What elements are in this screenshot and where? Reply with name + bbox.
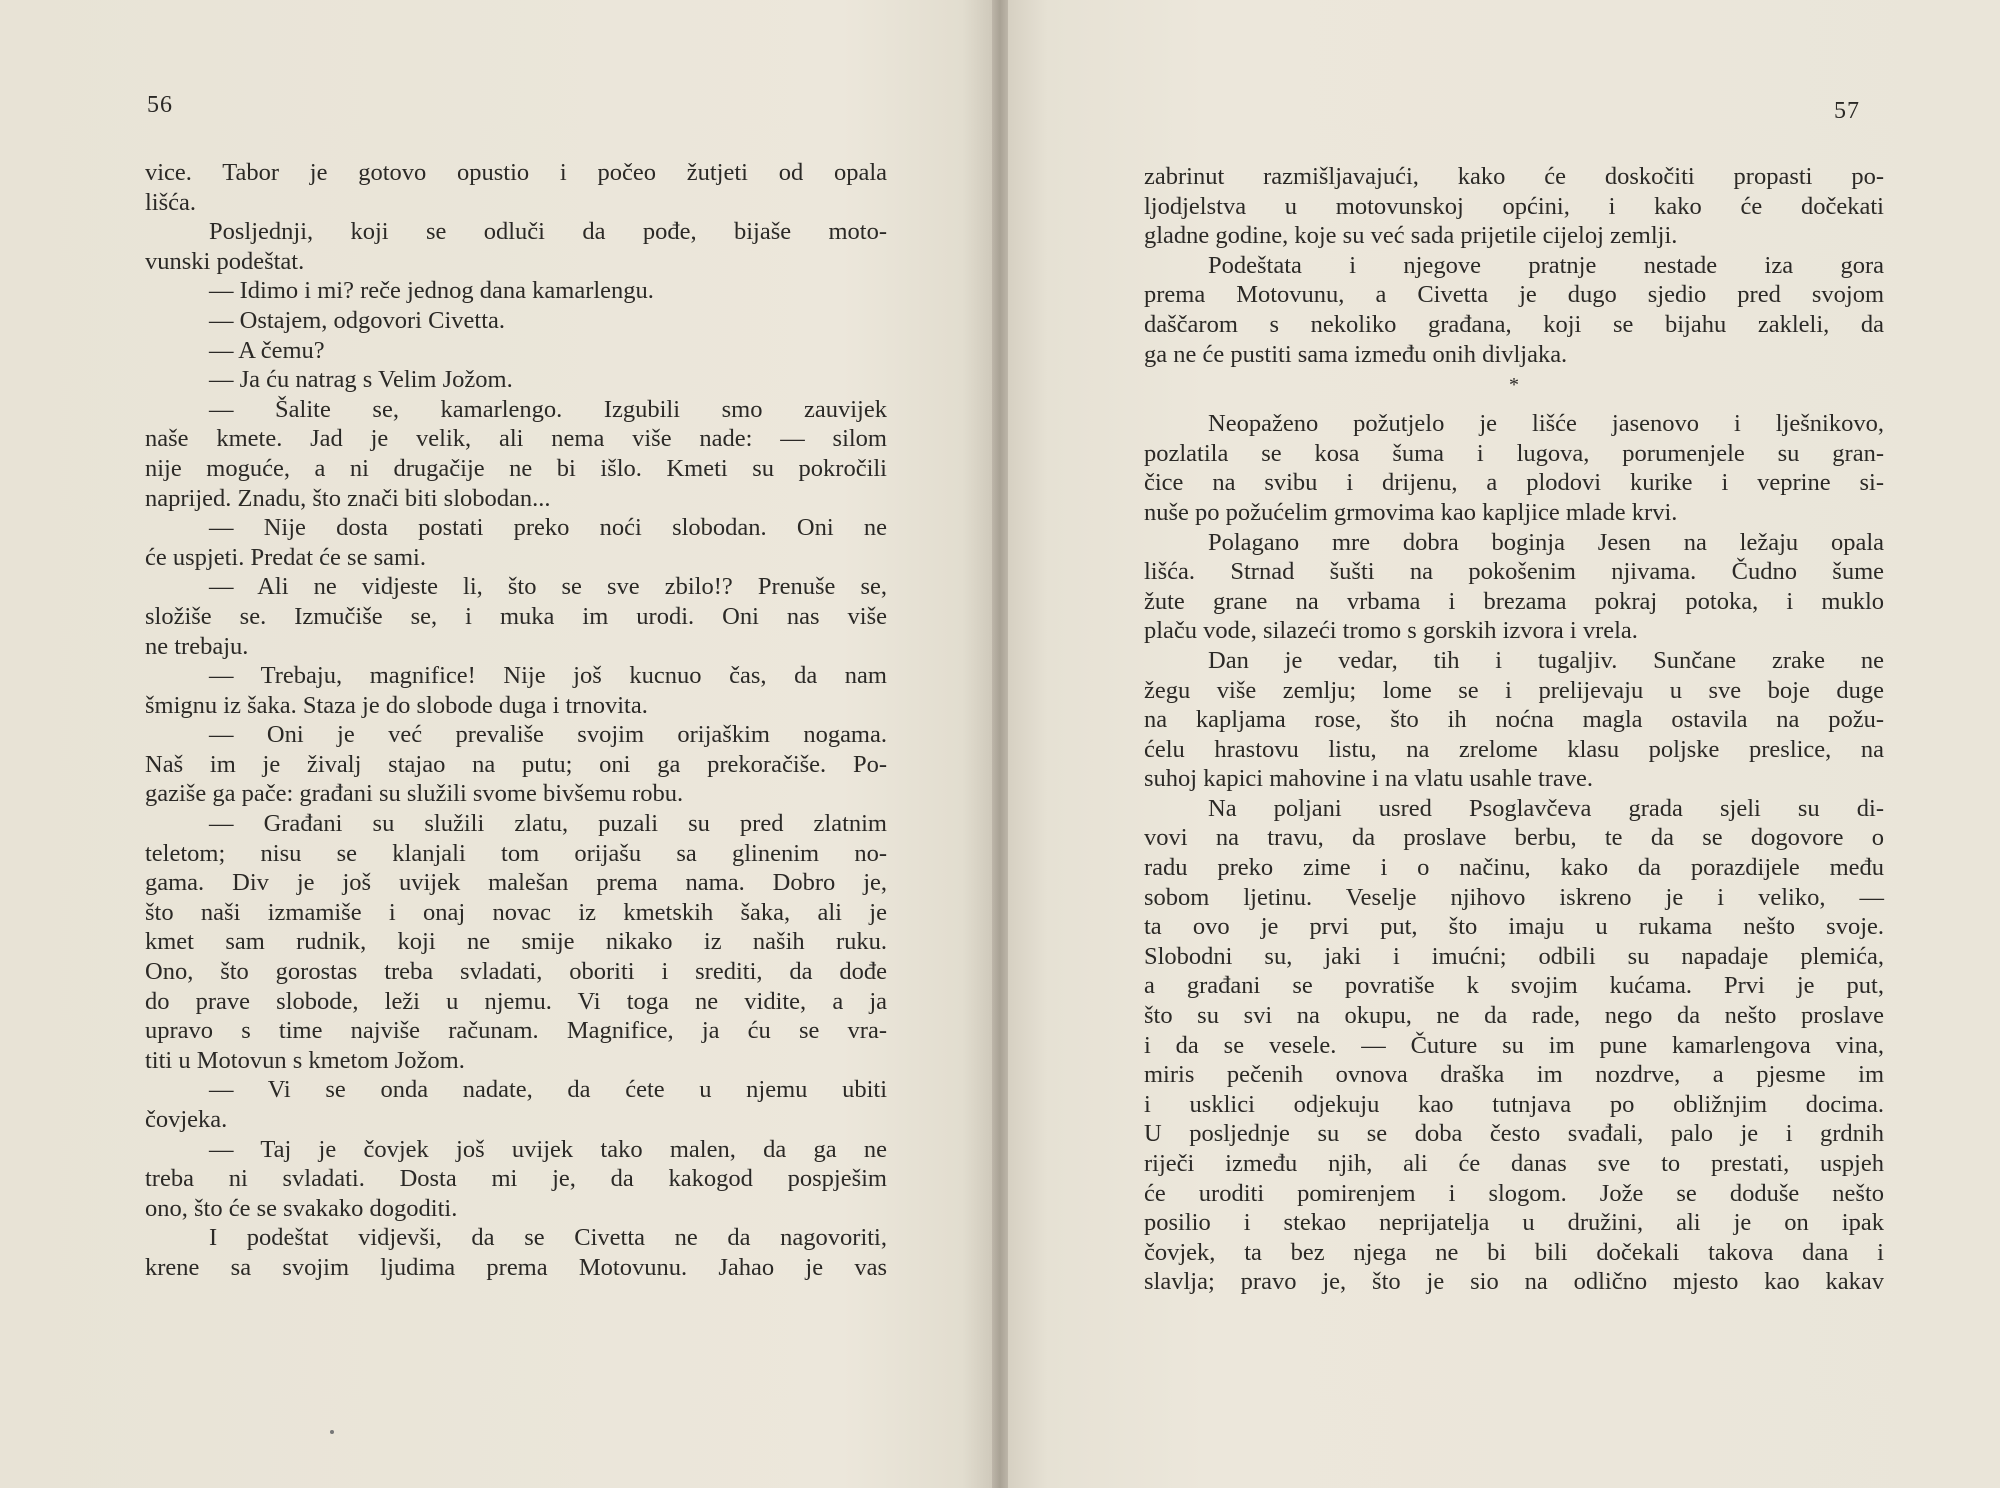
text-line: a građani se povratiše k svojim kućama. Prvi je put, [1144, 972, 1884, 1000]
text-line: — Oni je već prevališe svojim orijaškim nogama. [209, 721, 887, 749]
text-line: radu preko zime i o načinu, kako da porazdijele među [1144, 854, 1884, 882]
text-line: ono, što će se svakako dogoditi. [145, 1194, 458, 1222]
text-line: lišća. Strnad šušti na pokošenim njivama. Čudno šume [1144, 558, 1884, 586]
text-line: čice na svibu i drijenu, a plodovi kurike i veprine si- [1144, 469, 1884, 497]
text-line: Slobodni su, jaki i imućni; odbili su napadaje plemića, [1144, 942, 1884, 970]
text-line: Polagano mre dobra boginja Jesen na ležaju opala [1208, 528, 1884, 556]
text-line: ga ne će pustiti sama između onih divljaka. [1144, 340, 1568, 368]
text-line: žegu više zemlju; lome se i prelijevaju u sve boje duge [1144, 676, 1884, 704]
text-line: vovi na travu, da proslave berbu, te da se dogovore o [1144, 824, 1884, 852]
page-number-left: 56 [147, 92, 173, 118]
text-line: nuše po požućelim grmovima kao kapljice mlade krvi. [1144, 498, 1678, 526]
text-line: suhoj kapici mahovine i na vlatu usahle trave. [1144, 765, 1594, 793]
text-line: — Taj je čovjek još uvijek tako malen, da ga ne [209, 1135, 887, 1163]
text-line: ćelu hrastovu listu, na zrelome klasu poljske preslice, na [1144, 735, 1884, 763]
text-line: pozlatila se kosa šuma i lugova, porumenjele su gran- [1144, 439, 1884, 467]
text-line: Ono, što gorostas treba svladati, oboriti i srediti, da dođe [145, 958, 887, 986]
text-line: do prave slobode, leži u njemu. Vi toga ne vidite, a ja [145, 987, 887, 1015]
text-line: sobom ljetinu. Veselje njihovo iskreno je i veliko, — [1144, 883, 1884, 911]
text-line: treba ni svladati. Dosta mi je, da kakogod pospješim [145, 1165, 887, 1193]
text-line: će uspjeti. Predat će se sami. [145, 543, 426, 571]
text-line: plaču vode, silazeći tromo s gorskih izvora i vrela. [1144, 617, 1638, 645]
text-line: vunski podeštat. [145, 247, 305, 275]
text-line: čovjek, ta bez njega ne bi bili dočekali takova dana i [1144, 1238, 1884, 1266]
text-line: i usklici odjekuju kao tutnjava po obližnjim docima. [1144, 1090, 1884, 1118]
right-page-text [1144, 162, 1884, 1297]
text-line: riječi između njih, ali će danas sve to prestati, uspjeh [1144, 1150, 1884, 1177]
text-line: Na poljani usred Psoglavčeva grada sjeli su di- [1208, 794, 1884, 822]
text-line: ne trebaju. [145, 632, 249, 660]
text-line: Posljednji, koji se odluči da pođe, bijaše moto- [209, 218, 887, 246]
text-line: teletom; nisu se klanjali tom orijašu sa glinenim no- [145, 839, 887, 867]
text-line: — Idimo i mi? reče jednog dana kamarlengu. [209, 277, 654, 305]
text-line: — Šalite se, kamarlengo. Izgubili smo zauvijek [209, 395, 887, 423]
text-line: Neopaženo požutjelo je lišće jasenovo i lješnikovo, [1208, 410, 1884, 438]
text-line: miris pečenih ovnova draška im nozdrve, a pjesme im [1144, 1061, 1884, 1089]
text-line: Dan je vedar, tih i tugaljiv. Sunčane zrake ne [1208, 646, 1884, 674]
text-line: gaziše ga pače: građani su služili svome bivšemu robu. [145, 780, 684, 808]
text-line: Naš im je živalj stajao na putu; oni ga prekoračiše. Po- [145, 750, 887, 778]
text-line: čovjeka. [145, 1106, 228, 1133]
right-page [1008, 0, 2000, 1488]
text-line: upravo s time najviše računam. Magnifice, ja ću se vra- [145, 1017, 887, 1045]
text-line: složiše se. Izmučiše se, i muka im urodi. Oni nas više [145, 602, 887, 630]
text-line: — Građani su služili zlatu, puzali su pred zlatnim [209, 810, 887, 838]
text-line: krene sa svojim ljudima prema Motovunu. Jahao je vas [145, 1253, 887, 1281]
page-number-right: 57 [1834, 98, 1860, 124]
text-line: I podeštat vidjevši, da se Civetta ne da nagovoriti, [209, 1224, 887, 1252]
text-line: što naši izmamiše i onaj novac iz kmetskih šaka, ali je [145, 898, 887, 926]
text-line: posilio i stekao neprijatelja u družini, ali je on ipak [1144, 1209, 1884, 1237]
text-line: prema Motovunu, a Civetta je dugo sjedio pred svojom [1144, 281, 1884, 309]
text-line: daščarom s nekoliko građana, koji se bijahu zakleli, da [1144, 310, 1884, 338]
text-line: slavlja; pravo je, što je sio na odlično mjesto kao kakav [1144, 1268, 1884, 1296]
text-line: šmignu iz šaka. Staza je do slobode duga i trnovita. [145, 691, 648, 719]
spacer [1144, 401, 1884, 409]
left-page [0, 0, 992, 1488]
book-gutter [992, 0, 1008, 1488]
text-line: kmet sam rudnik, koji ne smije nikako iz naših ruku. [145, 928, 887, 956]
text-line: nije moguće, a ni drugačije ne bi išlo. Kmeti su pokročili [145, 454, 887, 482]
text-line: gama. Div je još uvijek malešan prema nama. Dobro je, [145, 869, 887, 897]
text-line: — Vi se onda nadate, da ćete u njemu ubiti [209, 1076, 887, 1104]
text-line: naprijed. Znadu, što znači biti slobodan... [145, 484, 551, 512]
text-line: na kapljama rose, što ih noćna magla ostavila na požu- [1144, 706, 1884, 734]
text-line: Podeštata i njegove pratnje nestade iza gora [1208, 251, 1884, 279]
text-line: — Ali ne vidjeste li, što se sve zbilo!? Prenuše se, [209, 573, 887, 601]
text-line: U posljednje su se doba često svađali, palo je i grdnih [1144, 1120, 1884, 1148]
text-line: — Ostajem, odgovori Civetta. [209, 306, 505, 334]
text-line: vice. Tabor je gotovo opustio i počeo žutjeti od opala [145, 159, 887, 186]
text-line: — Nije dosta postati preko noći slobodan. Oni ne [209, 514, 887, 542]
text-line: naše kmete. Jad je velik, ali nema više nade: — silom [145, 425, 887, 453]
text-line: lišća. [145, 188, 197, 216]
text-line: titi u Motovun s kmetom Jožom. [145, 1046, 465, 1074]
text-line: — Trebaju, magnifice! Nije još kucnuo čas, da nam [209, 662, 887, 690]
text-line: što su svi na okupu, ne da rade, nego da nešto proslave [1144, 1002, 1884, 1030]
paper-speck [330, 1430, 334, 1434]
text-line: — A čemu? [209, 336, 325, 364]
text-line: gladne godine, koje su već sada prijetile cijeloj zemlji. [1144, 222, 1678, 250]
text-line: žute grane na vrbama i brezama pokraj potoka, i muklo [1144, 587, 1884, 615]
left-page-text [145, 158, 887, 1283]
text-line: će uroditi pomirenjem i slogom. Jože se doduše nešto [1144, 1179, 1884, 1207]
text-line: — Ja ću natrag s Velim Jožom. [209, 366, 513, 394]
text-line: ta ovo je prvi put, što imaju u rukama nešto svoje. [1144, 913, 1884, 941]
text-line: i da se vesele. — Čuture su im pune kamarlengova vina, [1144, 1031, 1884, 1059]
text-line: zabrinut razmišljavajući, kako će doskočiti propasti po- [1144, 163, 1884, 190]
section-break: * [1509, 374, 1519, 397]
text-line: ljodjelstva u motovunskoj općini, i kako će dočekati [1144, 192, 1884, 220]
